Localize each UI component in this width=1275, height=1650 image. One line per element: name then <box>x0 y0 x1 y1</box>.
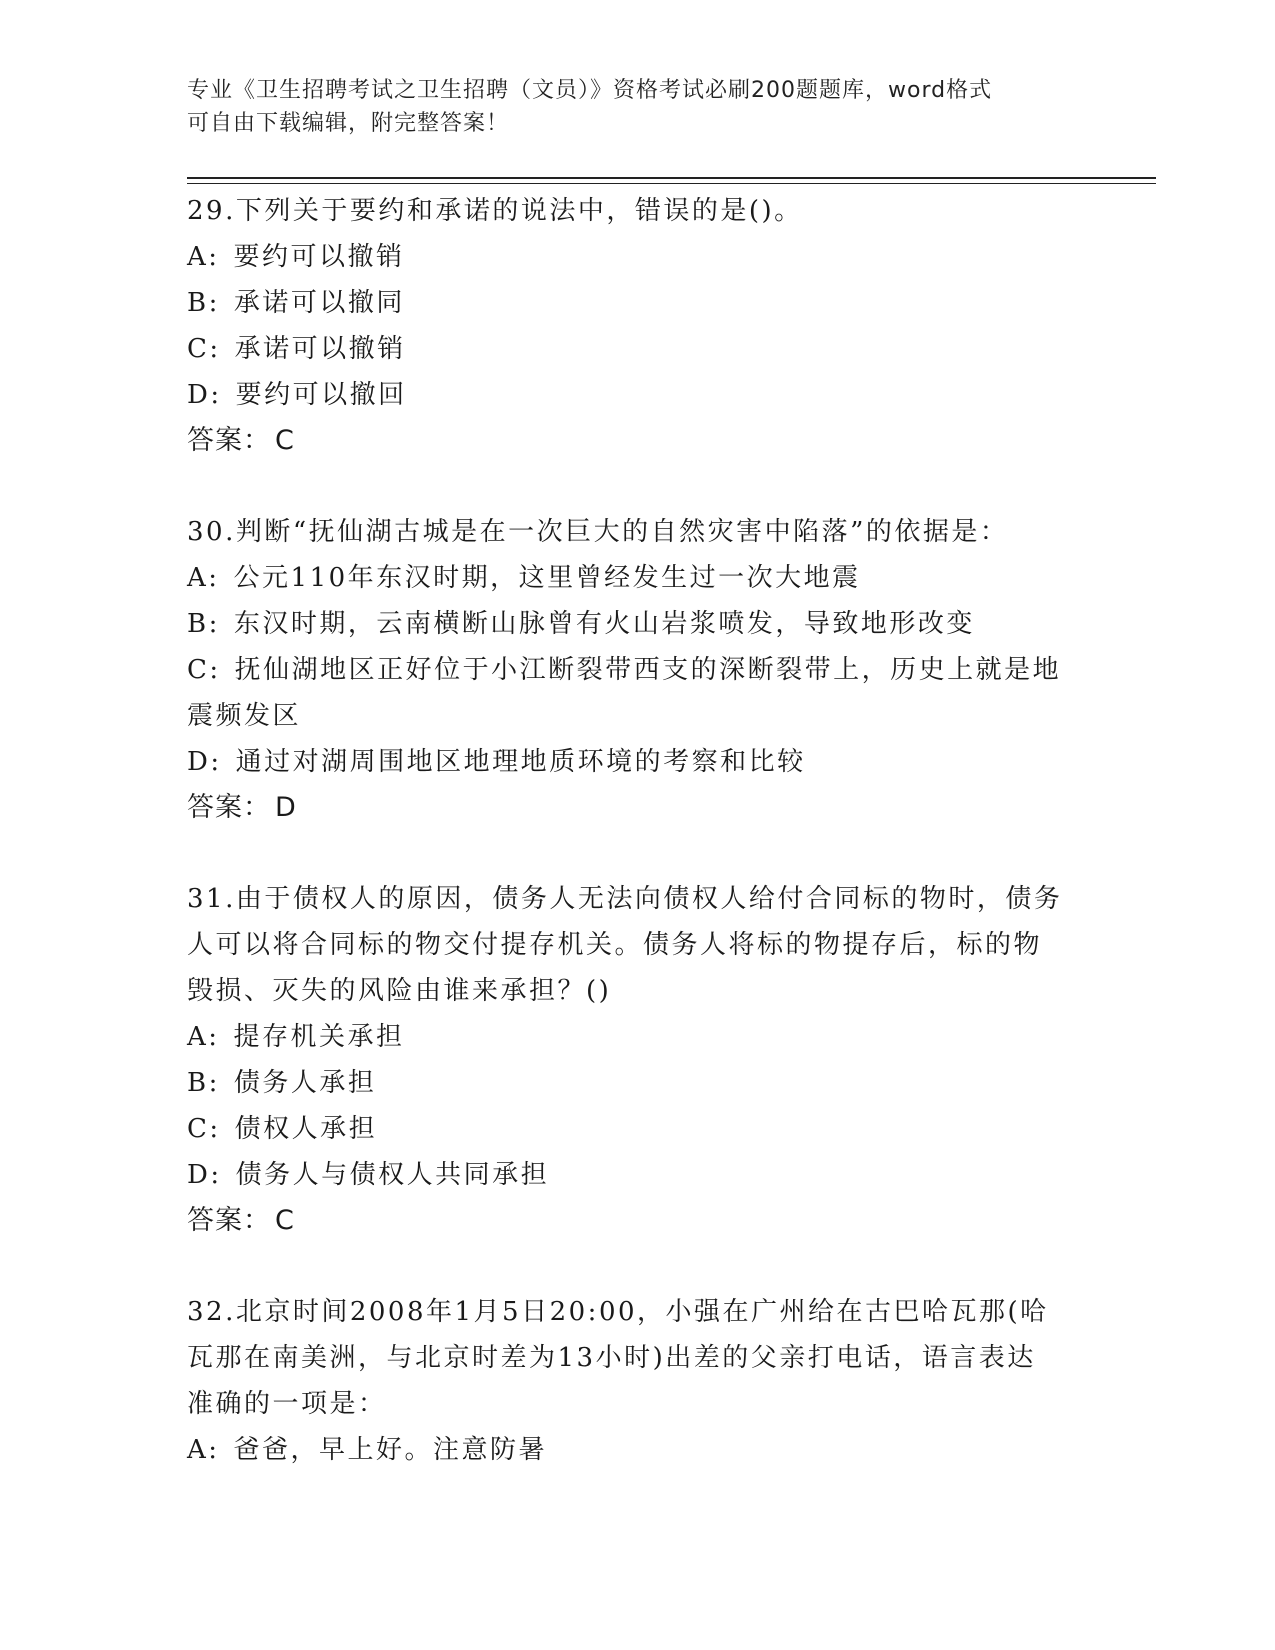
question-30 <box>187 509 1087 831</box>
question-31 <box>187 876 1087 1244</box>
option-label: A: <box>187 1022 220 1052</box>
option-a <box>187 1427 1087 1473</box>
question-stem-line: 30.判断“抚仙湖古城是在一次巨大的自然灾害中陷落”的依据是： <box>187 517 1009 547</box>
option-label: B: <box>187 609 220 639</box>
option-label: C: <box>187 1114 221 1144</box>
question-stem-line: 32.北京时间2008年1月5日20:00，小强在广州给在古巴哈瓦那(哈 <box>187 1297 1049 1327</box>
option-label: B: <box>187 1068 220 1098</box>
question-stem-line: 毁损、灭失的风险由谁来承担？() <box>187 976 612 1006</box>
option-label: A: <box>187 563 220 593</box>
option-label: C: <box>187 655 221 685</box>
option-b <box>187 280 1087 326</box>
option-text: 爸爸，早上好。注意防暑 <box>233 1435 548 1465</box>
question-stem-line: 人可以将合同标的物交付提存机关。债务人将标的物提存后，标的物 <box>187 930 1043 960</box>
option-label: A: <box>187 1435 220 1465</box>
option-c-continuation: 震频发区 <box>187 701 302 731</box>
option-text: 承诺可以撤同 <box>233 288 405 318</box>
option-label: D: <box>187 380 222 410</box>
question-stem <box>187 509 1087 555</box>
answer-label: 答案： <box>187 425 271 456</box>
option-label: D: <box>187 747 222 777</box>
option-label: C: <box>187 334 221 364</box>
option-text: 公元110年东汉时期，这里曾经发生过一次大地震 <box>233 563 861 593</box>
answer-line <box>187 785 1087 831</box>
option-c <box>187 326 1087 372</box>
option-d <box>187 1152 1087 1198</box>
question-32 <box>187 1289 1087 1473</box>
option-label: D: <box>187 1160 222 1190</box>
header-line-2: 可自由下载编辑，附完整答案！ <box>187 111 510 136</box>
option-d <box>187 739 1087 785</box>
question-29 <box>187 188 1087 464</box>
option-text: 东汉时期，云南横断山脉曾有火山岩浆喷发，导致地形改变 <box>233 609 975 639</box>
header-divider-thick <box>187 177 1156 179</box>
question-stem-line: 31.由于债权人的原因，债务人无法向债权人给付合同标的物时，债务 <box>187 884 1063 914</box>
header-line-1: 专业《卫生招聘考试之卫生招聘（文员）》资格考试必刷200题题库，word格式 <box>187 78 993 103</box>
option-b <box>187 601 1087 647</box>
option-text: 提存机关承担 <box>233 1022 405 1052</box>
option-text: 债务人与债权人共同承担 <box>235 1160 550 1190</box>
answer-label: 答案： <box>187 1205 271 1236</box>
option-c <box>187 1106 1087 1152</box>
option-d <box>187 372 1087 418</box>
answer-line <box>187 418 1087 464</box>
question-stem <box>187 876 1087 1014</box>
question-stem-line: 瓦那在南美洲，与北京时差为13小时)出差的父亲打电话，语言表达 <box>187 1343 1036 1373</box>
option-text: 债务人承担 <box>233 1068 377 1098</box>
answer-value: C <box>275 1205 295 1236</box>
option-a <box>187 555 1087 601</box>
option-b <box>187 1060 1087 1106</box>
question-stem-line: 29.下列关于要约和承诺的说法中，错误的是()。 <box>187 196 803 226</box>
question-list <box>187 188 1087 1518</box>
answer-value: C <box>275 425 295 456</box>
answer-value: D <box>275 792 297 823</box>
document-header <box>187 74 1067 140</box>
option-text: 债权人承担 <box>234 1114 378 1144</box>
header-divider-thin <box>187 183 1156 184</box>
answer-line <box>187 1198 1087 1244</box>
option-a <box>187 1014 1087 1060</box>
option-text: 要约可以撤回 <box>235 380 407 410</box>
question-stem-line: 准确的一项是： <box>187 1389 387 1419</box>
answer-label: 答案： <box>187 792 271 823</box>
option-label: B: <box>187 288 220 318</box>
option-c <box>187 647 1087 693</box>
question-stem <box>187 1289 1087 1427</box>
option-text: 要约可以撤销 <box>233 242 405 272</box>
option-text: 抚仙湖地区正好位于小江断裂带西支的深断裂带上，历史上就是地 <box>234 655 1062 685</box>
option-label: A: <box>187 242 220 272</box>
question-stem <box>187 188 1087 234</box>
option-text: 承诺可以撤销 <box>234 334 406 364</box>
option-a <box>187 234 1087 280</box>
option-text: 通过对湖周围地区地理地质环境的考察和比较 <box>235 747 806 777</box>
